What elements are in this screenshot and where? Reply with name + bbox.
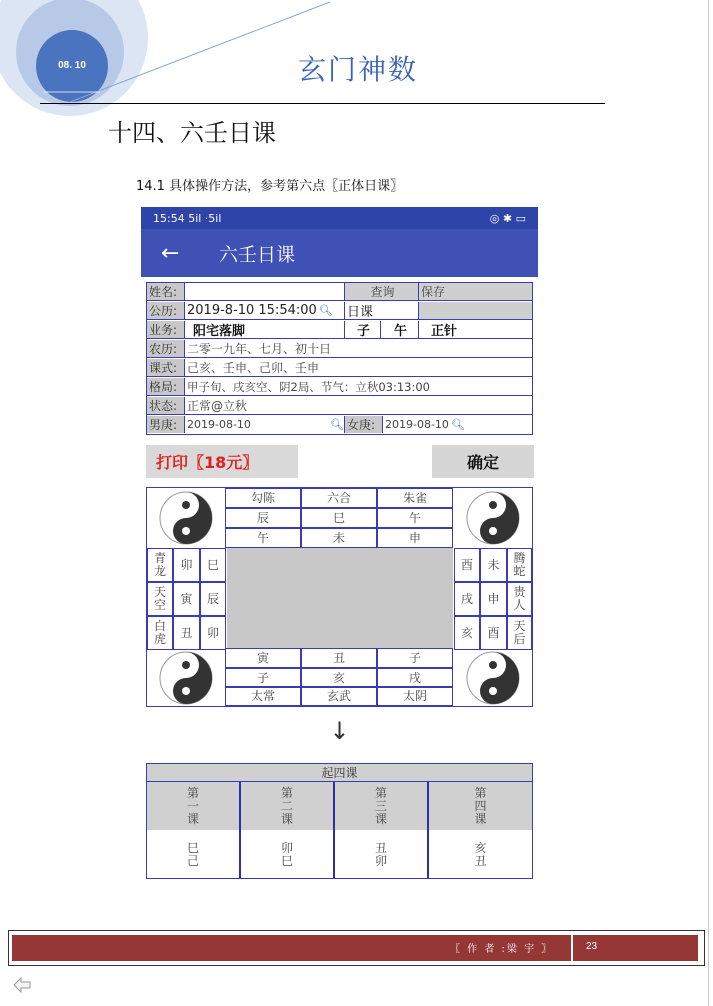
yin-yang-icon (150, 650, 222, 706)
left-branch-cell: 丑 (173, 616, 200, 650)
solar-date-value: 2019-8-10 15:54:00 (187, 303, 317, 318)
lunar-label: 农历: (147, 340, 185, 357)
lesson-values: 亥 丑 (474, 841, 487, 868)
business-label: 业务: (147, 321, 185, 338)
document-title: 玄门神数 (297, 53, 418, 86)
board-center (227, 548, 453, 648)
top-branch-cell: 午 (225, 528, 301, 548)
lesson-column (147, 782, 241, 878)
previous-page-icon[interactable] (12, 976, 32, 994)
query-button[interactable]: 查询 (345, 283, 419, 300)
lessons-header: 起四课 (147, 764, 532, 782)
phone-screenshot (141, 207, 538, 885)
lesson-name: 第 三 课 (335, 782, 427, 830)
right-branch-cell: 申 (480, 582, 507, 616)
yin-yang-icon (457, 650, 529, 706)
solar-date-label: 公历: (147, 302, 185, 319)
yin-yang-icon (150, 490, 222, 546)
lesson-values: 巳 己 (186, 841, 199, 868)
right-branch-cell: 酉 (480, 616, 507, 650)
section-subtitle: 14.1 具体操作方法，参考第六点〖正体日课〗 (136, 179, 404, 194)
right-branch-cell: 未 (480, 548, 507, 582)
right-god-cell: 贵人 (507, 582, 532, 616)
zi-cell[interactable]: 子 (345, 321, 381, 338)
right-god-cell: 腾蛇 (507, 548, 532, 582)
bottom-branch-cell: 子 (225, 668, 301, 688)
rike-label: 日课 (345, 302, 419, 319)
lesson-values: 卯 巳 (280, 841, 293, 868)
name-label: 姓名: (147, 283, 185, 300)
date-label: 08. 10 (58, 60, 86, 71)
lesson-column (335, 782, 429, 878)
four-lessons-table (146, 763, 533, 879)
right-branch-cell: 亥 (454, 616, 480, 650)
page-number: 23 (586, 941, 598, 952)
left-god-cell: 天空 (147, 582, 173, 616)
solar-date-input[interactable] (185, 302, 345, 319)
left-branch-cell: 卯 (173, 548, 200, 582)
left-god-cell: 白虎 (147, 616, 173, 650)
footer-author: 〖 作 者 :梁 宇 〗 (450, 944, 554, 955)
female-date-value: 2019-08-10 (385, 418, 449, 431)
state-label: 状态: (147, 397, 185, 414)
business-value[interactable]: 阳宅落脚 (185, 321, 345, 338)
zhengzhen-cell[interactable]: 正针 (431, 324, 458, 338)
wu-cell[interactable]: 午 (381, 321, 419, 338)
bottom-god-cell: 玄武 (301, 686, 377, 706)
lesson-name: 第 二 课 (241, 782, 333, 830)
lesson-name: 第 四 课 (429, 782, 532, 830)
left-branch-cell: 辰 (200, 582, 226, 616)
female-date-label: 女庚: (345, 416, 383, 433)
confirm-button[interactable]: 确定 (432, 445, 534, 478)
signal-icon: 5il ·5il (188, 211, 222, 225)
yin-yang-icon (457, 490, 529, 546)
male-date-label: 男庚: (147, 416, 185, 433)
female-date-input[interactable] (383, 416, 532, 433)
geju-value: 甲子旬、戌亥空、阴2局、节气：立秋03:13:00 (187, 379, 430, 394)
bottom-branch-cell: 寅 (225, 648, 301, 668)
bottom-god-cell: 太常 (225, 686, 301, 706)
keshi-label: 课式: (147, 359, 185, 376)
print-button[interactable]: 打印〖18元〗 (146, 445, 298, 478)
keshi-value: 己亥、壬申、己卯、壬申 (187, 361, 320, 375)
lesson-column (429, 782, 532, 878)
search-icon[interactable]: 🔍︎ (330, 418, 344, 431)
lesson-column (241, 782, 335, 878)
header-rule (40, 103, 605, 104)
bottom-branch-cell: 丑 (301, 648, 377, 668)
left-branch-cell: 巳 (200, 548, 226, 582)
action-row (141, 441, 538, 481)
status-time: 15:54 (153, 211, 185, 225)
geju-label: 格局: (147, 378, 185, 395)
save-button[interactable]: 保存 (419, 283, 532, 300)
blank-cell (419, 302, 532, 319)
chapter-title: 十四、六壬日课 (108, 119, 276, 147)
app-bar (141, 229, 538, 277)
top-god-cell: 朱雀 (377, 488, 453, 508)
page-edge (708, 0, 709, 1006)
status-bar (141, 207, 538, 229)
lesson-name: 第 一 课 (147, 782, 239, 830)
search-icon[interactable]: 🔍︎ (450, 418, 465, 431)
name-input[interactable] (185, 283, 345, 300)
liuren-board (146, 487, 533, 707)
right-branch-cell: 酉 (454, 548, 480, 582)
left-branch-cell: 寅 (173, 582, 200, 616)
bottom-god-cell: 太阴 (377, 686, 453, 706)
left-branch-cell: 卯 (200, 616, 226, 650)
male-date-input[interactable] (185, 416, 345, 433)
top-branch-cell: 午 (377, 508, 453, 528)
lunar-value: 二零一九年、七月、初十日 (187, 342, 332, 356)
app-title: 六壬日课 (219, 243, 296, 266)
top-branch-cell: 巳 (301, 508, 377, 528)
footer-divider (571, 935, 573, 961)
lesson-values: 丑 卯 (374, 841, 387, 868)
search-icon[interactable]: 🔍︎ (318, 304, 333, 317)
top-god-cell: 六合 (301, 488, 377, 508)
top-branch-cell: 辰 (225, 508, 301, 528)
bottom-branch-cell: 子 (377, 648, 453, 668)
left-god-cell: 青龙 (147, 548, 173, 582)
right-branch-cell: 戌 (454, 582, 480, 616)
back-arrow-icon[interactable]: ← (161, 240, 180, 266)
right-god-cell: 天后 (507, 616, 532, 650)
input-form (146, 282, 533, 435)
down-arrow-icon: ↓ (329, 717, 350, 745)
bottom-branch-cell: 戌 (377, 668, 453, 688)
top-branch-cell: 申 (377, 528, 453, 548)
status-icons: ◎ ✱ ▭ (489, 211, 526, 225)
state-value: 正常@立秋 (187, 399, 248, 413)
top-branch-cell: 未 (301, 528, 377, 548)
male-date-value: 2019-08-10 (187, 418, 251, 431)
top-god-cell: 勾陈 (225, 488, 301, 508)
bottom-branch-cell: 亥 (301, 668, 377, 688)
